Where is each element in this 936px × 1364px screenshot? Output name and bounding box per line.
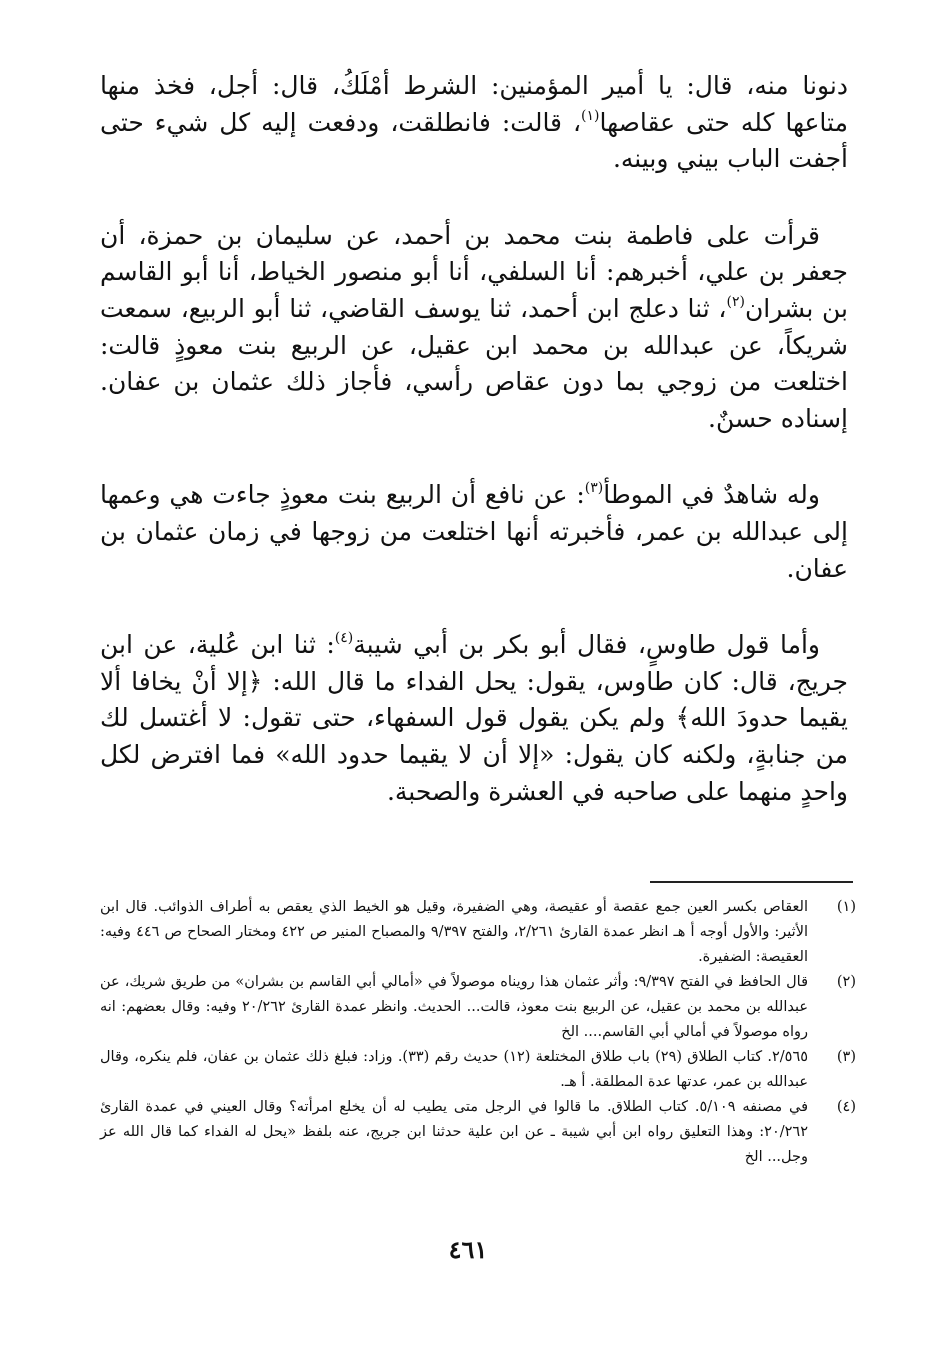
footnote-number: (٢)	[836, 974, 856, 990]
paragraph-1	[100, 68, 848, 178]
paragraph-3	[100, 477, 848, 587]
footnote-text: قال الحافظ في الفتح ٩/٣٩٧: وأثر عثمان هذا رويناه موصولاً في «أمالي أبي القاسم بن بشران» من طريق شريك، عن عبدالله بن محمد بن عقيل، عن الربيع بنت معوذ، قالت... الحديث. وانظر عمدة القارئ ٢٠/٢٦٢ وفيه: وقال بعضهم: انه رواه موصولاً في أمالي أبي القاسم.... الخ	[100, 974, 808, 1040]
main-text	[100, 68, 848, 850]
page-number: ٤٦١	[448, 1235, 488, 1264]
paragraph-2-text: قرأت على فاطمة بنت محمد بن أحمد، عن سليمان بن حمزة، أن جعفر بن علي، أخبرهم: أنا السلفي، أنا أبو منصور الخياط، أنا أبو القاسم بن بشران	[100, 220, 849, 323]
paragraph-2-text-cont: ، ثنا دعلج ابن أحمد، ثنا يوسف القاضي، ثنا أبو الربيع، سمعت شريكاً، عن عبدالله بن محمد ابن عقيل، عن الربيع بنت معوذٍ قالت: اختلعت من زوجي بما دون عقاص رأسي، فأجاز ذلك عثمان بن عفان. إسناده حسنٌ.	[100, 293, 848, 433]
footnote-text: في مصنفه ٥/١٠٩. كتاب الطلاق. ما قالوا في الرجل متى يطيب له أن يخلع امرأته؟ وقال العيني في عمدة القارئ ٢٠/٢٦٢: وهذا التعليق رواه ابن أبي شيبة ـ عن ابن علية حدثنا ابن جريج، عنه بلفظ «يحل له الفداء كما قال الله عز وجل... الخ	[100, 1099, 808, 1165]
paragraph-1-text: دنونا منه، قال: يا أمير المؤمنين: الشرط أمْلَكُ، قال: أجل، فخذ منها متاعها كله حتى عقاصها	[100, 71, 848, 137]
footnotes	[100, 895, 856, 1170]
paragraph-1-text-cont: ، قالت: فانطلقت، ودفعت إليه كل شيء حتى أجفت الباب بيني وبينه.	[100, 107, 848, 174]
footnote-number: (٣)	[836, 1049, 856, 1065]
footnote-number: (٤)	[836, 1099, 856, 1115]
footnote-text: العقاص بكسر العين جمع عقصة أو عقيصة، وهي الضفيرة، وقيل هو الخيط الذي يعقص به أطراف الذوائب. قال ابن الأثير: والأول أوجه أ هـ انظر عمدة القارئ ٢/٢٦١، والفتح ٩/٣٩٧ والمصباح المنير ص ٤٢٢ ومختار الصحاح ص ٤٤٦ وفيه: العقيصة: الضفيرة.	[100, 899, 809, 965]
paragraph-4-text: وأما قول طاوسٍ، فقال أبو بكر بن أبي شيبة	[353, 630, 820, 660]
footnote-separator	[650, 881, 853, 883]
paragraph-2	[100, 218, 848, 438]
paragraph-4-text-cont: : ثنا ابن عُلية، عن ابن جريج، قال: كان طاوس، يقول: يحل الفداء ما قال الله: ﴿إلا أنْ يخافا ألا يقيما حدودَ الله﴾ ولم يكن يقول قول السفهاء، حتى تقول: لا أغتسل لك من جنابةٍ، ولكنه كان يقول: «إلا أن لا يقيما حدود الله» فما افترض لكل واحدٍ منهما على صاحبه في العشرة والصحبة.	[100, 630, 848, 806]
footnote-ref-2: (٢)	[726, 293, 745, 310]
footnote-number: (١)	[836, 899, 856, 915]
footnote-1	[100, 895, 856, 970]
footnote-2	[100, 970, 856, 1045]
footnote-text: ٢/٥٦٥. كتاب الطلاق (٢٩) باب طلاق المختلعة (١٢) حديث رقم (٣٣). وزاد: فبلغ ذلك عثمان بن عفان، فلم ينكره، وقال عبدالله بن عمر، عدتها عدة المطلقة. أ هـ.	[100, 1049, 809, 1090]
paragraph-4	[100, 627, 848, 810]
footnote-4	[100, 1095, 856, 1170]
footnote-3	[100, 1045, 856, 1095]
footnote-ref-1: (١)	[581, 107, 600, 124]
paragraph-3-text: وله شاهدٌ في الموطأ	[603, 480, 820, 510]
footnote-ref-3: (٣)	[584, 480, 604, 497]
paragraph-3-text-cont: : عن نافع أن الربيع بنت معوذٍ جاءت هي وعمها إلى عبدالله بن عمر، فأخبرته أنها اختلعت من زوجها في زمان عثمان بن عفان.	[100, 480, 848, 583]
footnote-ref-4: (٤)	[334, 630, 354, 647]
